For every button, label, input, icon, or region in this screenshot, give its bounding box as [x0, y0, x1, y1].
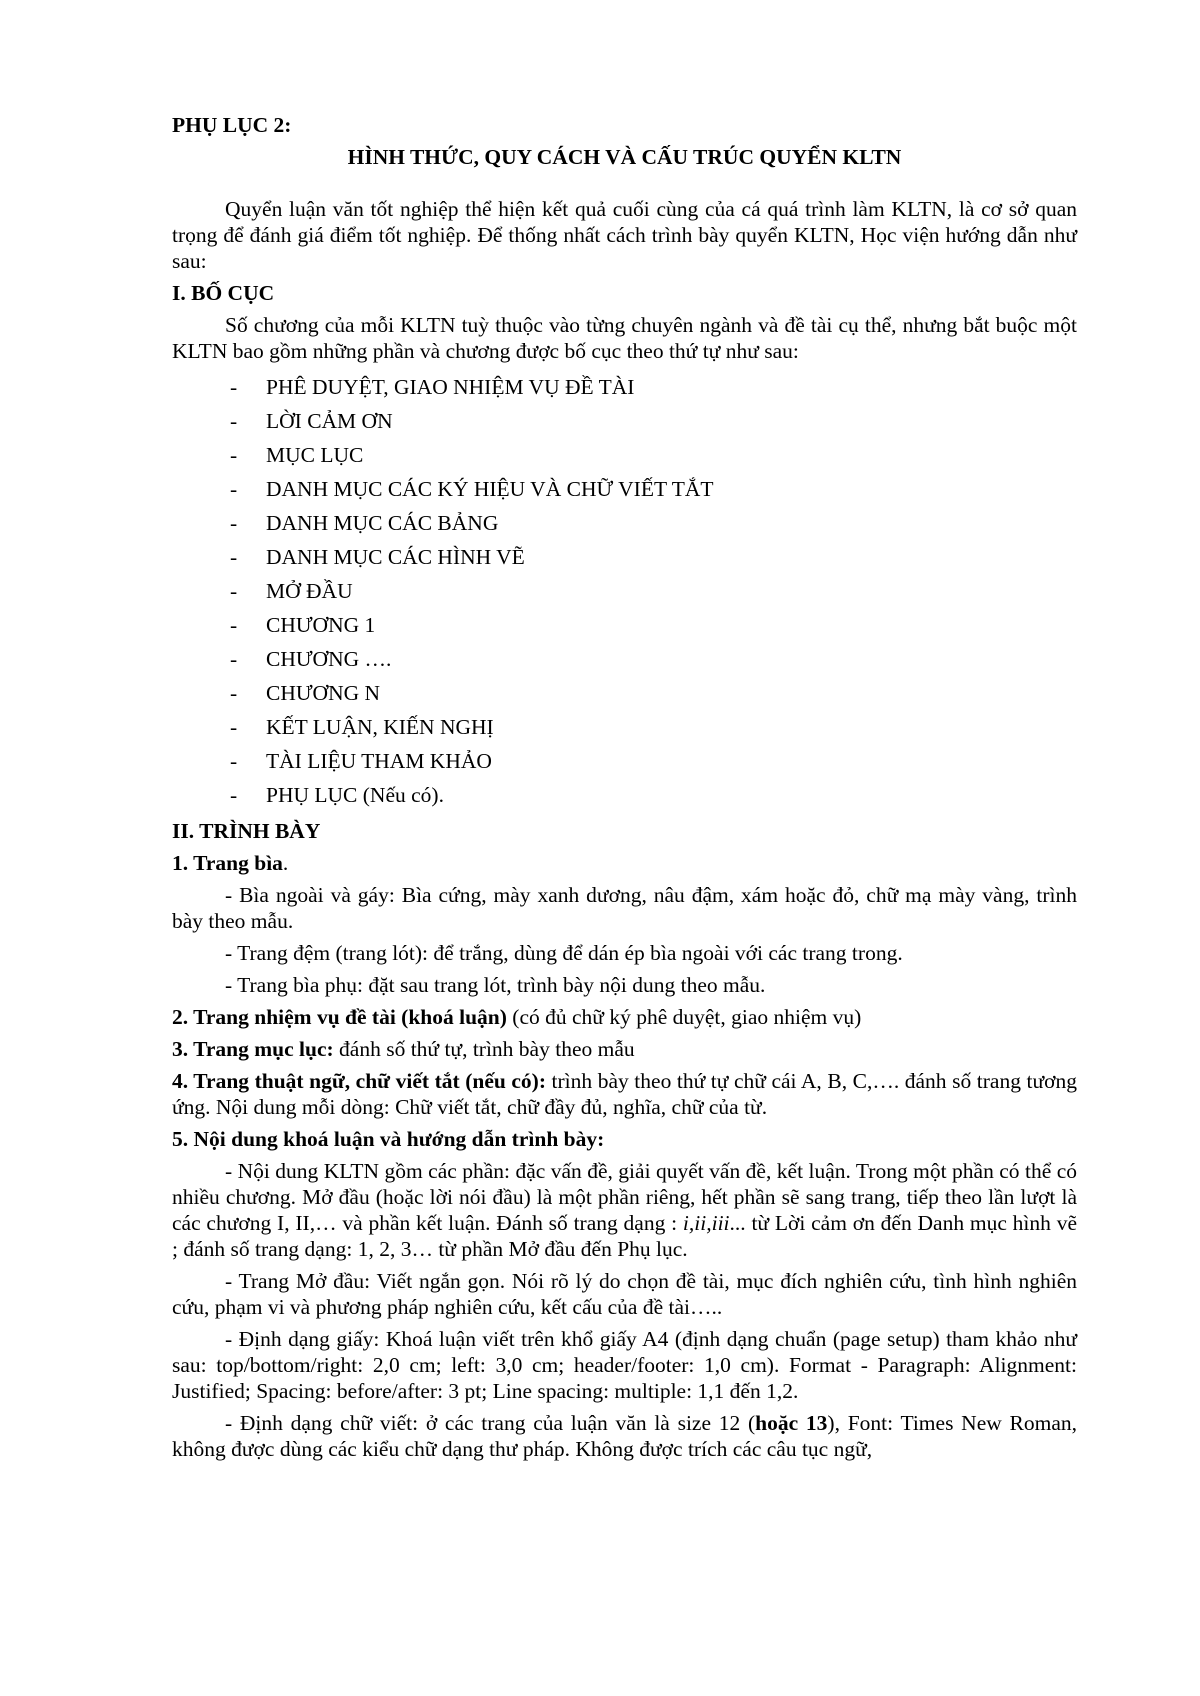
paper-format-paragraph: - Định dạng giấy: Khoá luận viết trên khổ giấy A4 (định dạng chuẩn (page setup) tham khảo như sau: top/bottom/right: 2,0 cm; left: 3,0 cm; header/footer: 1,0 cm). Format - Paragraph: Alignment: Justified; Spacing: before/after: 3 pt; Line spacing: multiple: 1,1 đến 1,2. — [172, 1327, 1077, 1403]
cover-endpaper-paragraph: - Trang đệm (trang lót): để trắng, dùng để dán ép bìa ngoài với các trang trong. — [225, 941, 903, 965]
appendix-label: PHỤ LỤC 2: — [172, 113, 292, 137]
list-item: - PHÊ DUYỆT, GIAO NHIỆM VỤ ĐỀ TÀI — [172, 370, 1077, 404]
subsection-cover-heading: 1. Trang bìa. — [172, 851, 289, 875]
list-item: - DANH MỤC CÁC KÝ HIỆU VÀ CHỮ VIẾT TẮT — [172, 472, 1077, 506]
list-item: - CHƯƠNG N — [172, 676, 1077, 710]
list-item: - LỜI CẢM ƠN — [172, 404, 1077, 438]
subsection-task-page: 2. Trang nhiệm vụ đề tài (khoá luận) (có đủ chữ ký phê duyệt, giao nhiệm vụ) — [172, 1005, 862, 1029]
list-item: - PHỤ LỤC (Nếu có). — [172, 778, 1077, 812]
document-page — [172, 112, 1077, 1468]
list-dash: - — [230, 681, 238, 705]
list-dash: - — [230, 545, 238, 569]
list-dash: - — [230, 477, 238, 501]
list-dash: - — [230, 375, 238, 399]
cover-inner-paragraph: - Trang bìa phụ: đặt sau trang lót, trình bày nội dung theo mẫu. — [225, 973, 766, 997]
list-dash: - — [230, 511, 238, 535]
list-item: - DANH MỤC CÁC HÌNH VẼ — [172, 540, 1077, 574]
list-dash: - — [230, 647, 238, 671]
list-dash: - — [230, 783, 238, 807]
font-format-paragraph: - Định dạng chữ viết: ở các trang của luận văn là size 12 (hoặc 13), Font: Times New Roman, không được dùng các kiểu chữ dạng thư pháp. Không được trích các câu tục ngữ, — [172, 1411, 1078, 1461]
list-item: - MỤC LỤC — [172, 438, 1077, 472]
content-structure-paragraph: - Nội dung KLTN gồm các phần: đặc vấn đề, giải quyết vấn đề, kết luận. Trong một phần có thể có nhiều chương. Mở đầu (hoặc lời nói đầu) là một phần riêng, hết phần sẽ sang trang, tiếp theo lần lượt là các chương I, II,… và phần kết luận. Đánh số trang dạng : i,ii,iii... từ Lời cảm ơn đến Danh mục hình vẽ ; đánh số trang dạng: 1, 2, 3… từ phần Mở đầu đến Phụ lục. — [172, 1159, 1077, 1261]
list-item: - DANH MỤC CÁC BẢNG — [172, 506, 1077, 540]
list-item: - CHƯƠNG …. — [172, 642, 1077, 676]
intro-page-paragraph: - Trang Mở đầu: Viết ngắn gọn. Nói rõ lý do chọn đề tài, mục đích nghiên cứu, tình hình nghiên cứu, phạm vi và phương pháp nghiên cứu, kết cấu của đề tài….. — [172, 1269, 1077, 1319]
subsection-content-heading: 5. Nội dung khoá luận và hướng dẫn trình bày: — [172, 1127, 605, 1151]
list-item: - TÀI LIỆU THAM KHẢO — [172, 744, 1077, 778]
list-dash: - — [230, 443, 238, 467]
list-dash: - — [230, 749, 238, 773]
list-dash: - — [230, 715, 238, 739]
list-dash: - — [230, 409, 238, 433]
list-item: - KẾT LUẬN, KIẾN NGHỊ — [172, 710, 1077, 744]
list-item: - MỞ ĐẦU — [172, 574, 1077, 608]
intro-paragraph: Quyển luận văn tốt nghiệp thể hiện kết quả cuối cùng của cá quá trình làm KLTN, là cơ sở quan trọng để đánh giá điểm tốt nghiệp. Để thống nhất cách trình bày quyển KLTN, Học viện hướng dẫn như sau: — [172, 197, 1077, 273]
cover-outer-paragraph: - Bìa ngoài và gáy: Bìa cứng, mày xanh dương, nâu đậm, xám hoặc đỏ, chữ mạ mày vàng, trình bày theo mẫu. — [172, 883, 1077, 933]
list-dash: - — [230, 613, 238, 637]
list-item: - CHƯƠNG 1 — [172, 608, 1077, 642]
subsection-abbreviation-page: 4. Trang thuật ngữ, chữ viết tắt (nếu có): trình bày theo thứ tự chữ cái A, B, C,…. đánh số trang tương ứng. Nội dung mỗi dòng: Chữ viết tắt, chữ đầy đủ, nghĩa, chữ của từ. — [172, 1069, 1078, 1119]
section-2-heading: II. TRÌNH BÀY — [172, 819, 321, 843]
section-1-text: Số chương của mỗi KLTN tuỳ thuộc vào từng chuyên ngành và đề tài cụ thể, nhưng bắt buộc một KLTN bao gồm những phần và chương được bố cục theo thứ tự như sau: — [172, 313, 1077, 363]
list-dash: - — [230, 579, 238, 603]
structure-list — [172, 370, 1077, 812]
section-1-heading: I. BỐ CỤC — [172, 281, 275, 305]
subsection-toc-page: 3. Trang mục lục: đánh số thứ tự, trình bày theo mẫu — [172, 1037, 635, 1061]
document-title: HÌNH THỨC, QUY CÁCH VÀ CẤU TRÚC QUYỂN KLTN — [347, 145, 902, 169]
